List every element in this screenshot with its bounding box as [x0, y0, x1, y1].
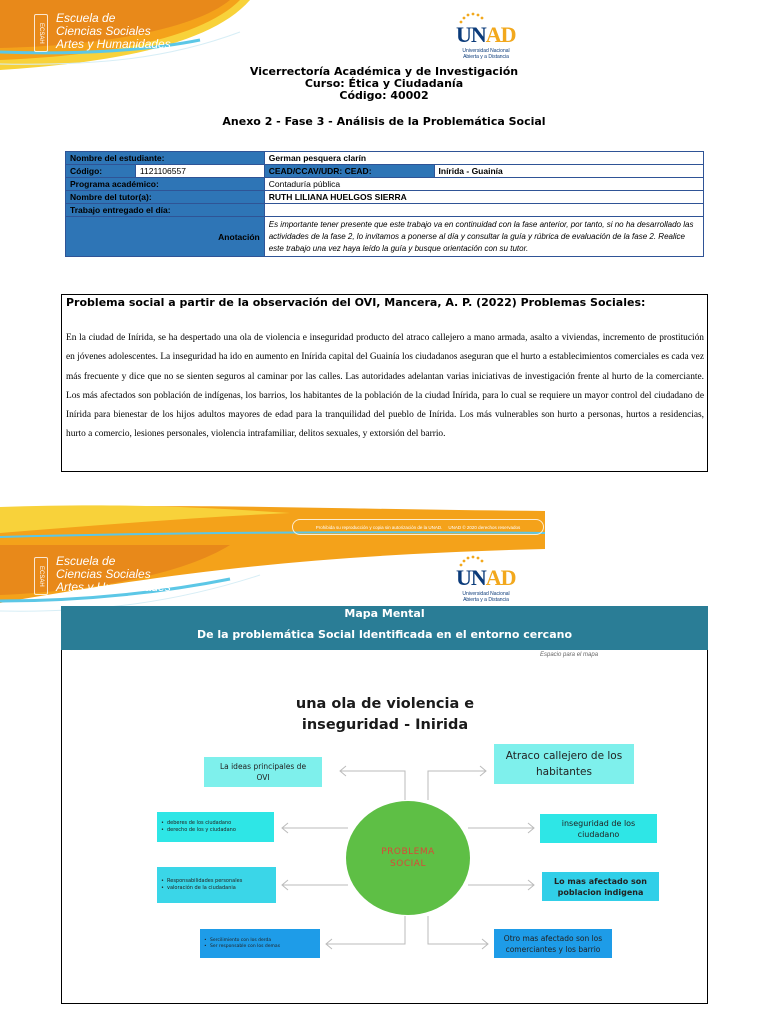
- course-code: Código: 40002: [339, 89, 429, 102]
- node-indigena: Lo mas afectado son poblacion indigena: [542, 872, 659, 901]
- node-atraco: Atraco callejero de los habitantes: [494, 744, 634, 784]
- tutor-label: Nombre del tutor(a):: [66, 191, 265, 204]
- node-inseguridad: inseguridad de los ciudadano: [540, 814, 657, 843]
- node-deberes: • deberes de los ciudadano • derecho de los y ciudadano: [157, 812, 274, 842]
- school-badge: ECSAH: [34, 557, 48, 595]
- node-responsable: • Sercilimiento con los derda • Ser responsable con los demas: [200, 929, 320, 958]
- logo-word: UNAD: [456, 22, 516, 47]
- student-value: German pesquera clarín: [264, 152, 703, 165]
- note-text: Es importante tener presente que este trabajo va en continuidad con la fase anterior, por tanto, si no ha desarrollado las actividades de la fase 2, lo invitamos a ponerse al día y consultar la guía y rúbrica de evaluación de la fase 2. Realice este trabajo una vez haya leído la guía y busque orientación con su tutor.: [264, 217, 703, 257]
- code-label: Código:: [66, 165, 136, 178]
- code-value: 1121106557: [135, 165, 264, 178]
- connector-line: [340, 771, 405, 800]
- school-name: Escuela de Ciencias Sociales Artes y Humanidades: [56, 554, 171, 594]
- program-label: Programa académico:: [66, 178, 265, 191]
- node-ideas-ovi: La ideas principales de OVI: [204, 757, 322, 787]
- note-label: Anotación: [66, 217, 265, 257]
- problem-body: En la ciudad de Inírida, se ha despertado una ola de violencia e inseguridad producto del atraco callejero a mano armada, asalto a viviendas, incremento de prostitución en jóvenes adolescentes. La inseguridad ha ido en aumento en Inírida capital del Guainía los ciudadanos aseguran que el hurto a establecimientos comerciales es cada vez más frecuente y dice que no se sienten seguros al caminar por las calles. Las autoridades adelantan varias iniciativas de investigación frente al hurto de la comerciante. Los más afectados son población de indígenas, los barrios, los habitantes de la población de la ciudad Inírida, para lo cual se requiere un mayor control del ciudadano de Inírida para bienestar de los hijos adultos mayores de edad para la tranquilidad del pueblo de Inírida. Los más vulnerables son hurto a personas, hurtos a residencias, hurto a comercio, lesiones personales, violencia intrafamiliar, delitos sexuales, y extorsión del barrio.: [66, 333, 704, 440]
- logo-subtitle: Universidad Nacional Abierta y a Distancia: [462, 48, 510, 60]
- delivered-label: Trabajo entregado el día:: [66, 204, 265, 217]
- mindmap-subheading: De la problemática Social Identificada en el entorno cercano: [196, 628, 573, 641]
- vicerrectoria-title: Vicerrectoría Académica y de Investigación: [249, 65, 519, 78]
- mindmap-title: una ola de violencia e inseguridad - Inirida: [295, 696, 475, 733]
- node-responsabilidades: • Responsabilidades personales • valoración de la ciudadania: [157, 867, 276, 903]
- school-name: Escuela de Ciencias Sociales Artes y Humanidades: [56, 11, 171, 51]
- cead-value: Inírida - Guainía: [434, 165, 703, 178]
- logo-subtitle: Universidad Nacional Abierta y a Distancia: [462, 591, 510, 603]
- student-label: Nombre del estudiante:: [66, 152, 265, 165]
- center-node: PROBLEMA SOCIAL: [346, 801, 470, 915]
- school-badge: ECSAH: [34, 14, 48, 52]
- program-value: Contaduría pública: [264, 178, 703, 191]
- course-title: Curso: Ética y Ciudadanía: [304, 77, 464, 90]
- node-comerciantes: Otro mas afectado son los comerciantes y los barrio: [494, 929, 612, 958]
- tutor-value: RUTH LILIANA HUELGOS SIERRA: [264, 191, 703, 204]
- annex-title: Anexo 2 - Fase 3 - Análisis de la Problemática Social: [222, 115, 546, 128]
- footer-right-text: UNAD © 2020 derechos reservados: [448, 524, 521, 530]
- logo-word: UNAD: [456, 565, 516, 590]
- footer-left-text: Prohibida su reproducción y copia sin autorización de la UNAD.: [315, 524, 443, 530]
- cead-label: CEAD/CCAV/UDR: CEAD:: [264, 165, 434, 178]
- map-space-label: Espacio para el mapa: [540, 652, 599, 658]
- problem-title: Problema social a partir de la observación del OVI, Mancera, A. P. (2022) Problemas Sociales:: [66, 296, 646, 309]
- mindmap-heading: Mapa Mental: [344, 607, 425, 620]
